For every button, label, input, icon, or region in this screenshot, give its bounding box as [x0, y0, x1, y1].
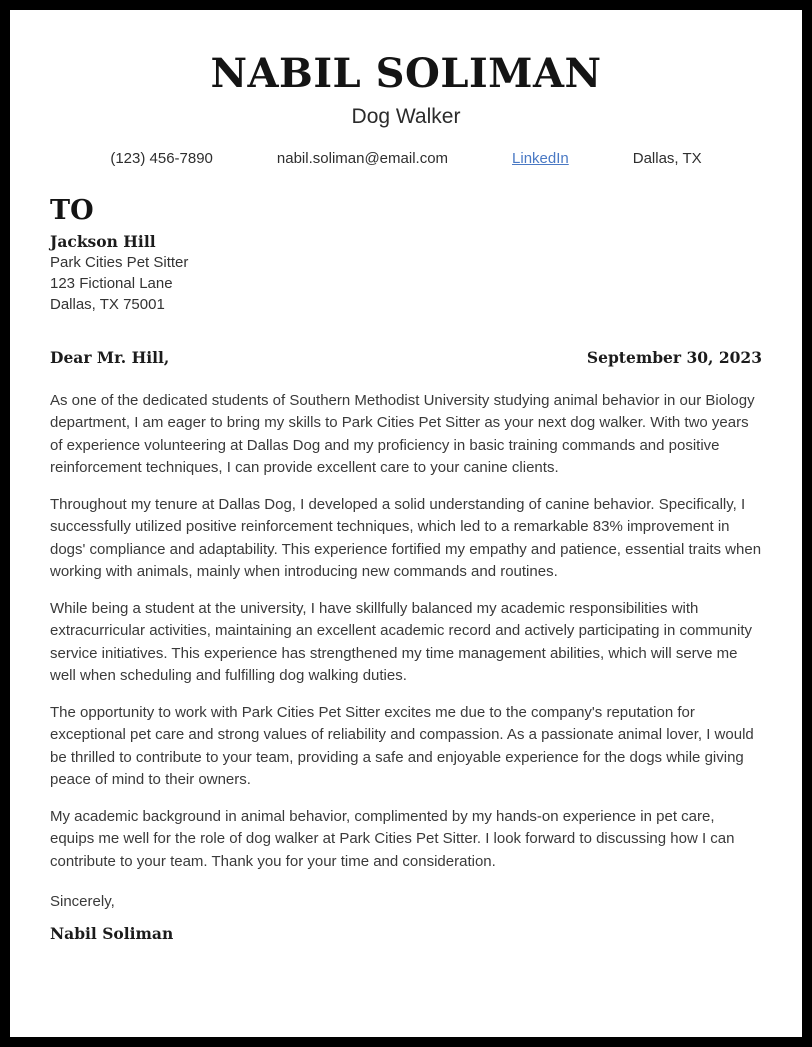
salutation: Dear Mr. Hill,: [50, 347, 170, 367]
letter-paragraph: As one of the dedicated students of Southern Methodist University studying animal behavior in our Biology department, I am eager to bring my skills to Park Cities Pet Sitter as your next dog walker. With two years of experience volunteering at Dallas Dog and my proficiency in basic training commands and positive reinforcement techniques, I can provide excellent care to your canine clients.: [50, 391, 755, 477]
location-text: Dallas, TX: [632, 150, 702, 167]
recipient-heading: TO: [50, 195, 94, 226]
linkedin-link[interactable]: LinkedIn: [512, 150, 569, 167]
letter-date: September 30, 2023: [586, 347, 762, 367]
recipient-company: Park Cities Pet Sitter: [50, 253, 189, 271]
candidate-job-title: Dog Walker: [351, 105, 461, 128]
salutation-row: [50, 348, 762, 367]
letter-body: [50, 390, 762, 874]
letter-paragraph: The opportunity to work with Park Cities Pet Sitter excites me due to the company's reputation for exceptional pet care and strong values of reliability and compassion. As a passionate animal lover, I would be thrilled to contribute to your team, providing a safe and enjoyable experience for the dogs while giving peace of mind to their owners.: [50, 703, 754, 789]
recipient-name: Jackson Hill: [50, 231, 156, 251]
letter-paragraph: While being a student at the university, I have skillfully balanced my academic responsibilities with extracurricular activities, maintaining an excellent academic record and actively participating in community service initiatives. This experience has strengthened my time management abilities, which will serve me well when scheduling and fulfilling dog walking duties.: [50, 599, 752, 685]
recipient-block: [50, 196, 762, 315]
letter-paragraph: Throughout my tenure at Dallas Dog, I developed a solid understanding of canine behavior. Specifically, I successfully utilized positive reinforcement techniques, which led to a remarkable 83% improvement in dogs' compliance and adaptability. This experience fortified my empathy and patience, essential traits when working with animals, mainly when introducing new commands and routines.: [50, 495, 762, 581]
contact-row: [50, 150, 762, 167]
recipient-street: 123 Fictional Lane: [50, 274, 173, 292]
phone-number: (123) 456-7890: [110, 150, 213, 167]
recipient-city: Dallas, TX 75001: [50, 295, 165, 313]
closing-text: Sincerely,: [50, 893, 115, 911]
page-content: [10, 10, 802, 943]
candidate-name: NABIL SOLIMAN: [210, 50, 602, 97]
letter-header: [50, 52, 762, 167]
email-address: nabil.soliman@email.com: [276, 150, 449, 167]
letter-paragraph: My academic background in animal behavior, complimented by my hands-on experience in pet care, equips me well for the role of dog walker at Park Cities Pet Sitter. I look forward to discussing how I can contribute to your team. Thank you for your time and consideration.: [50, 807, 735, 870]
signature-name: Nabil Soliman: [50, 924, 174, 944]
